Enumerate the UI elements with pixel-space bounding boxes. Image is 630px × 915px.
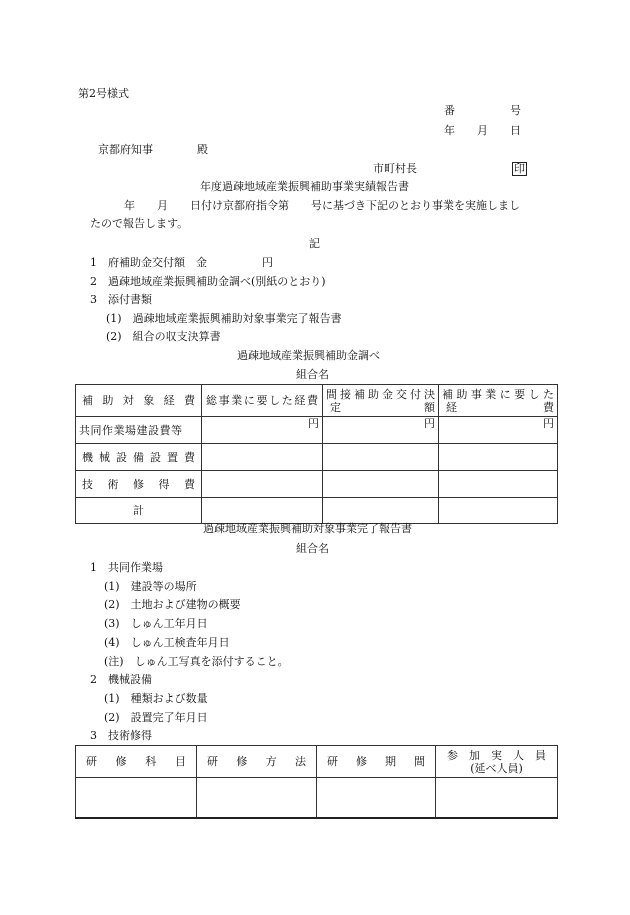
header-indirect-subsidy-sub2: 額 [424, 400, 435, 414]
seal-mark: 印 [514, 162, 525, 175]
yen-unit: 円 [439, 417, 558, 444]
yen-unit: 円 [202, 417, 323, 444]
row-label-equipment: 機械設備設置費 [76, 444, 202, 471]
attachment-1: (1) 過疎地域産業振興補助対象事業完了報告書 [106, 312, 342, 325]
table-row [76, 471, 558, 498]
addressee: 京都府知事 殿 [98, 143, 208, 156]
subsidy-table-title: 過疎地域産業振興補助金調べ [237, 349, 380, 362]
header-training-period: 研修期間 [317, 746, 436, 778]
report-title: 年度過疎地域産業振興補助事業実績報告書 [200, 180, 409, 193]
header-indirect-subsidy-line1: 間接補助金交付決 [326, 387, 435, 401]
header-subsidized-cost [439, 385, 558, 417]
header-indirect-subsidy [323, 385, 439, 417]
header-training-subject: 研修科目 [76, 746, 197, 778]
header-indirect-subsidy-sub1: 定 [330, 400, 341, 414]
row-label-total: 計 [76, 498, 202, 524]
section-3-heading: 3 技術修得 [90, 729, 152, 742]
header-cost-category: 補助対象経費 [76, 385, 202, 417]
form-number: 第2号様式 [78, 87, 129, 100]
date-line: 年 月 日 [444, 124, 521, 137]
subsidy-table-org-label: 組合名 [296, 368, 329, 381]
item-1: 1 府補助金交付額 金 円 [90, 256, 273, 269]
header-participants-line1: 参加実人員 [447, 748, 546, 762]
item-2: 2 過疎地域産業振興補助金調べ(別紙のとおり) [90, 275, 326, 288]
section-2-item-2: (2) 設置完了年月日 [104, 711, 208, 724]
section-1-item-3: (3) しゅん工年月日 [104, 617, 208, 630]
table-row [76, 498, 558, 524]
subsidy-table [75, 384, 558, 524]
table-row [76, 417, 558, 444]
header-training-method: 研修方法 [197, 746, 317, 778]
item-3: 3 添付書類 [90, 293, 152, 306]
body-line-2: たので報告します。 [90, 217, 189, 230]
section-1-item-1: (1) 建設等の場所 [104, 580, 197, 593]
section-1-item-4: (4) しゅん工検査年月日 [104, 636, 230, 649]
section-1-item-2: (2) 土地および建物の概要 [104, 598, 241, 611]
section-1-heading: 1 共同作業場 [90, 561, 163, 574]
row-label-training: 技術修得費 [76, 471, 202, 498]
body-line-1: 年 月 日付け京都府指令第 号に基づき下記のとおり事業を実施しまし [124, 199, 520, 212]
section-2-item-1: (1) 種類および数量 [104, 692, 208, 705]
table-row [76, 778, 558, 818]
yen-unit: 円 [323, 417, 439, 444]
table-row [76, 444, 558, 471]
header-total-cost: 総事業に要した経費 [202, 385, 323, 417]
header-subsidized-cost-sub1: 経 [446, 400, 457, 414]
subsidy-table-header-row [76, 385, 558, 417]
section-1-note: (注) しゅん工写真を添付すること。 [104, 655, 289, 668]
header-participants-line2: (延べ人員) [470, 761, 523, 775]
header-participants [436, 746, 558, 778]
training-table-header-row [76, 746, 558, 778]
training-table [75, 745, 558, 819]
attachment-2: (2) 組合の収支決算書 [106, 330, 221, 343]
section-2-heading: 2 機械設備 [90, 673, 152, 686]
header-subsidized-cost-line1: 補助事業に要した [442, 387, 554, 401]
completion-org-label: 組合名 [296, 542, 329, 555]
row-label-building: 共同作業場建設費等 [76, 417, 202, 444]
completion-report-title: 過疎地域産業振興補助対象事業完了報告書 [203, 522, 412, 535]
header-subsidized-cost-sub2: 費 [543, 400, 554, 414]
sender-title: 市町村長 [373, 162, 417, 175]
document-number-line: 番 号 [444, 104, 521, 117]
ki-heading: 記 [309, 237, 320, 250]
